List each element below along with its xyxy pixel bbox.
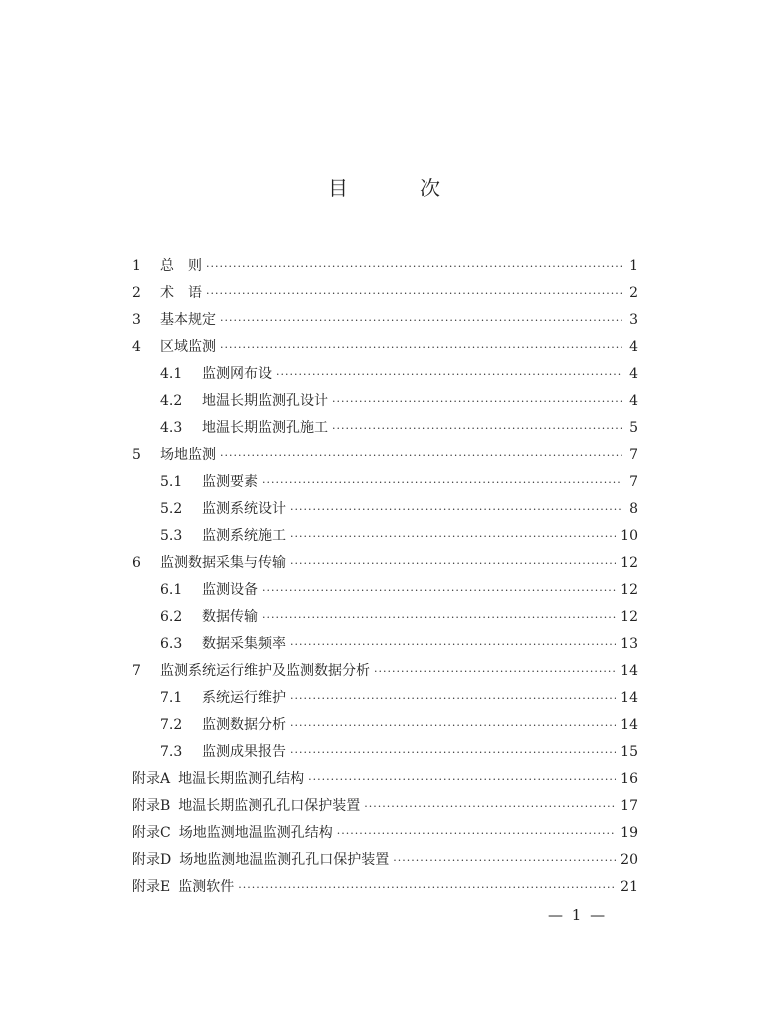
toc-entry[interactable] — [132, 793, 638, 820]
toc-entry-number: 3 — [132, 312, 141, 328]
toc-entry-page: 15 — [620, 744, 638, 760]
dot-leader — [220, 334, 622, 361]
toc-entry-number: 6 — [132, 555, 141, 571]
toc-entry-label: 监测系统运行维护及监测数据分析 — [160, 663, 370, 679]
toc-entry-page: 14 — [620, 717, 638, 733]
toc-entry-number: 附录D — [132, 852, 172, 868]
toc-entry-number: 5.3 — [160, 528, 183, 544]
toc-entry-label: 地温长期监测孔设计 — [202, 393, 328, 409]
toc-entry-number: 4.1 — [160, 366, 183, 382]
toc-entry-number: 1 — [132, 258, 141, 274]
dot-leader — [276, 361, 622, 388]
dot-leader — [220, 442, 622, 469]
toc-entry-number: 4 — [132, 339, 141, 355]
dot-leader — [238, 874, 616, 901]
toc-entry-page: 7 — [629, 474, 638, 490]
toc-entry-number: 附录C — [132, 825, 171, 841]
toc-entry-number: 5 — [132, 447, 141, 463]
dot-leader — [290, 685, 616, 712]
toc-entry-label: 监测系统施工 — [202, 528, 286, 544]
toc-entry-label: 监测网布设 — [202, 366, 272, 382]
toc-entry-number: 6.3 — [160, 636, 183, 652]
toc-entry-number: 4.2 — [160, 393, 183, 409]
toc-entry-label: 术 语 — [160, 285, 202, 301]
toc-entry-label: 总 则 — [160, 258, 202, 274]
dot-leader — [332, 388, 622, 415]
dot-leader — [262, 469, 622, 496]
toc-entry-label: 场地监测地温监测孔孔口保护装置 — [179, 852, 390, 868]
toc-entry[interactable] — [132, 631, 638, 658]
dot-leader — [290, 631, 616, 658]
dot-leader — [206, 253, 622, 280]
toc-entry-page: 14 — [620, 690, 638, 706]
toc-entry[interactable] — [132, 307, 638, 334]
toc-entry-label: 数据传输 — [202, 609, 258, 625]
toc-entry-page: 10 — [620, 528, 638, 544]
toc-entry-label: 监测设备 — [202, 582, 258, 598]
toc-entry-page: 17 — [620, 798, 638, 814]
toc-entry[interactable] — [132, 847, 638, 874]
table-of-contents — [132, 253, 638, 901]
toc-entry[interactable] — [132, 280, 638, 307]
toc-entry[interactable] — [132, 388, 638, 415]
toc-entry[interactable] — [132, 523, 638, 550]
toc-entry-label: 监测要素 — [202, 474, 258, 490]
dot-leader — [206, 280, 622, 307]
dot-leader — [262, 604, 616, 631]
page-number: — 1 — — [548, 906, 608, 924]
toc-entry-label: 监测数据分析 — [202, 717, 286, 733]
toc-entry[interactable] — [132, 739, 638, 766]
toc-entry-number: 7.3 — [160, 744, 183, 760]
toc-entry-number: 6.1 — [160, 582, 183, 598]
toc-entry-number: 4.3 — [160, 420, 183, 436]
dot-leader — [337, 820, 616, 847]
toc-entry[interactable] — [132, 442, 638, 469]
toc-entry[interactable] — [132, 415, 638, 442]
dot-leader — [374, 658, 616, 685]
toc-entry-number: 6.2 — [160, 609, 183, 625]
toc-entry-number: 5.2 — [160, 501, 183, 517]
toc-entry-label: 地温长期监测孔结构 — [178, 771, 305, 787]
dot-leader — [220, 307, 622, 334]
toc-entry[interactable] — [132, 334, 638, 361]
toc-entry-label: 系统运行维护 — [202, 690, 286, 706]
toc-entry[interactable] — [132, 550, 638, 577]
toc-entry-number: 附录B — [132, 798, 171, 814]
toc-entry[interactable] — [132, 658, 638, 685]
toc-entry-label: 地温长期监测孔孔口保护装置 — [178, 798, 361, 814]
toc-entry-page: 12 — [620, 609, 638, 625]
toc-entry-label: 基本规定 — [160, 312, 216, 328]
toc-entry[interactable] — [132, 712, 638, 739]
toc-entry[interactable] — [132, 874, 638, 901]
dot-leader — [290, 496, 622, 523]
dot-leader — [290, 523, 616, 550]
toc-entry-number: 7.2 — [160, 717, 183, 733]
toc-entry-label: 场地监测地温监测孔结构 — [178, 825, 333, 841]
toc-entry-page: 14 — [620, 663, 638, 679]
toc-entry-page: 16 — [620, 771, 638, 787]
toc-entry-number: 7 — [132, 663, 141, 679]
toc-entry-page: 7 — [629, 447, 638, 463]
dot-leader — [393, 847, 616, 874]
toc-entry-page: 1 — [629, 258, 638, 274]
toc-entry-page: 8 — [629, 501, 638, 517]
toc-entry-page: 4 — [629, 366, 638, 382]
toc-entry[interactable] — [132, 766, 638, 793]
toc-entry-number: 2 — [132, 285, 141, 301]
toc-entry-page: 4 — [629, 393, 638, 409]
dot-leader — [290, 550, 616, 577]
toc-entry-page: 2 — [629, 285, 638, 301]
toc-entry[interactable] — [132, 820, 638, 847]
toc-entry-label: 区域监测 — [160, 339, 216, 355]
toc-entry-number: 附录E — [132, 879, 171, 895]
toc-entry-label: 监测成果报告 — [202, 744, 286, 760]
toc-entry-label: 数据采集频率 — [202, 636, 286, 652]
dot-leader — [290, 739, 616, 766]
dot-leader — [308, 766, 616, 793]
toc-entry[interactable] — [132, 469, 638, 496]
dot-leader — [364, 793, 616, 820]
dot-leader — [262, 577, 616, 604]
toc-entry[interactable] — [132, 361, 638, 388]
toc-entry-page: 19 — [620, 825, 638, 841]
dot-leader — [290, 712, 616, 739]
toc-entry-number: 7.1 — [160, 690, 183, 706]
toc-entry-page: 20 — [620, 852, 638, 868]
toc-entry-label: 监测数据采集与传输 — [160, 555, 286, 571]
toc-entry-page: 4 — [629, 339, 638, 355]
toc-entry-number: 5.1 — [160, 474, 183, 490]
toc-entry-page: 12 — [620, 555, 638, 571]
toc-entry[interactable] — [132, 577, 638, 604]
toc-entry[interactable] — [132, 604, 638, 631]
toc-entry-label: 监测系统设计 — [202, 501, 286, 517]
toc-entry-page: 3 — [629, 312, 638, 328]
toc-entry-page: 13 — [620, 636, 638, 652]
toc-entry-label: 监测软件 — [178, 879, 235, 895]
toc-entry[interactable] — [132, 496, 638, 523]
toc-entry[interactable] — [132, 685, 638, 712]
dot-leader — [332, 415, 622, 442]
toc-entry[interactable] — [132, 253, 638, 280]
toc-entry-label: 场地监测 — [160, 447, 216, 463]
page-title: 目 次 — [328, 176, 466, 200]
toc-entry-label: 地温长期监测孔施工 — [202, 420, 328, 436]
toc-entry-page: 5 — [629, 420, 638, 436]
toc-entry-page: 12 — [620, 582, 638, 598]
toc-entry-number: 附录A — [132, 771, 171, 787]
toc-entry-page: 21 — [620, 879, 638, 895]
